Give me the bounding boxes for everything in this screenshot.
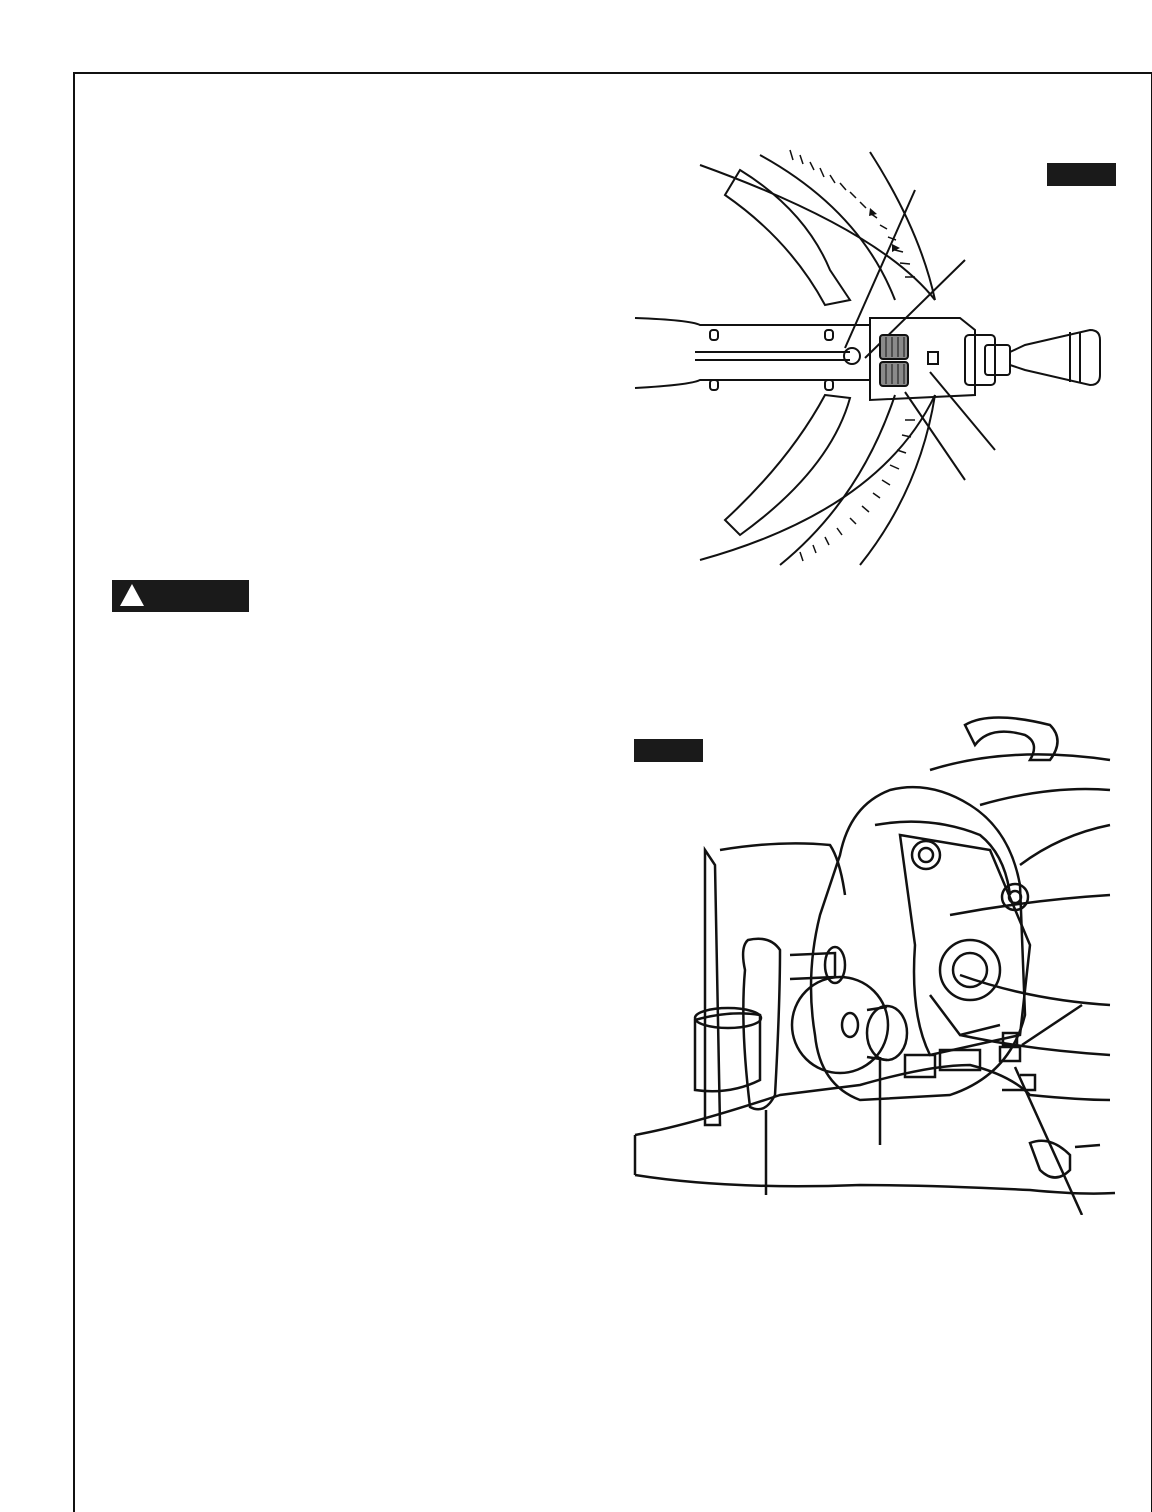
leader-line <box>930 372 995 450</box>
scale-outer-arc <box>700 165 935 300</box>
table-cutout-upper <box>725 170 850 305</box>
leader-line <box>1022 1005 1082 1045</box>
warning-triangle-icon <box>120 584 144 606</box>
screw-hole <box>825 330 833 340</box>
scale-arc-edge <box>870 152 935 300</box>
fence <box>705 850 720 1125</box>
scale-outer-arc-lower <box>700 395 935 560</box>
screw-hole <box>710 330 718 340</box>
leader-line <box>905 392 965 480</box>
lock-lever <box>743 939 780 1110</box>
warning-badge <box>112 580 249 612</box>
bevel-casting <box>811 787 1025 1100</box>
lock-handle-base <box>965 335 995 385</box>
detent-slot <box>928 352 938 364</box>
pivot-boss <box>1002 884 1028 910</box>
bevel-lock-assembly-illustration <box>630 715 1120 1215</box>
lock-handle <box>1010 330 1100 385</box>
scale-arc-inner <box>760 155 895 300</box>
miter-table-top-view-illustration <box>630 140 1120 570</box>
screw-hole <box>710 380 718 390</box>
casting-ring <box>940 940 1000 1000</box>
hex-bolt <box>912 841 940 869</box>
screw-hole <box>825 380 833 390</box>
pivot-hole <box>844 348 860 364</box>
detent-knobs <box>880 335 908 386</box>
